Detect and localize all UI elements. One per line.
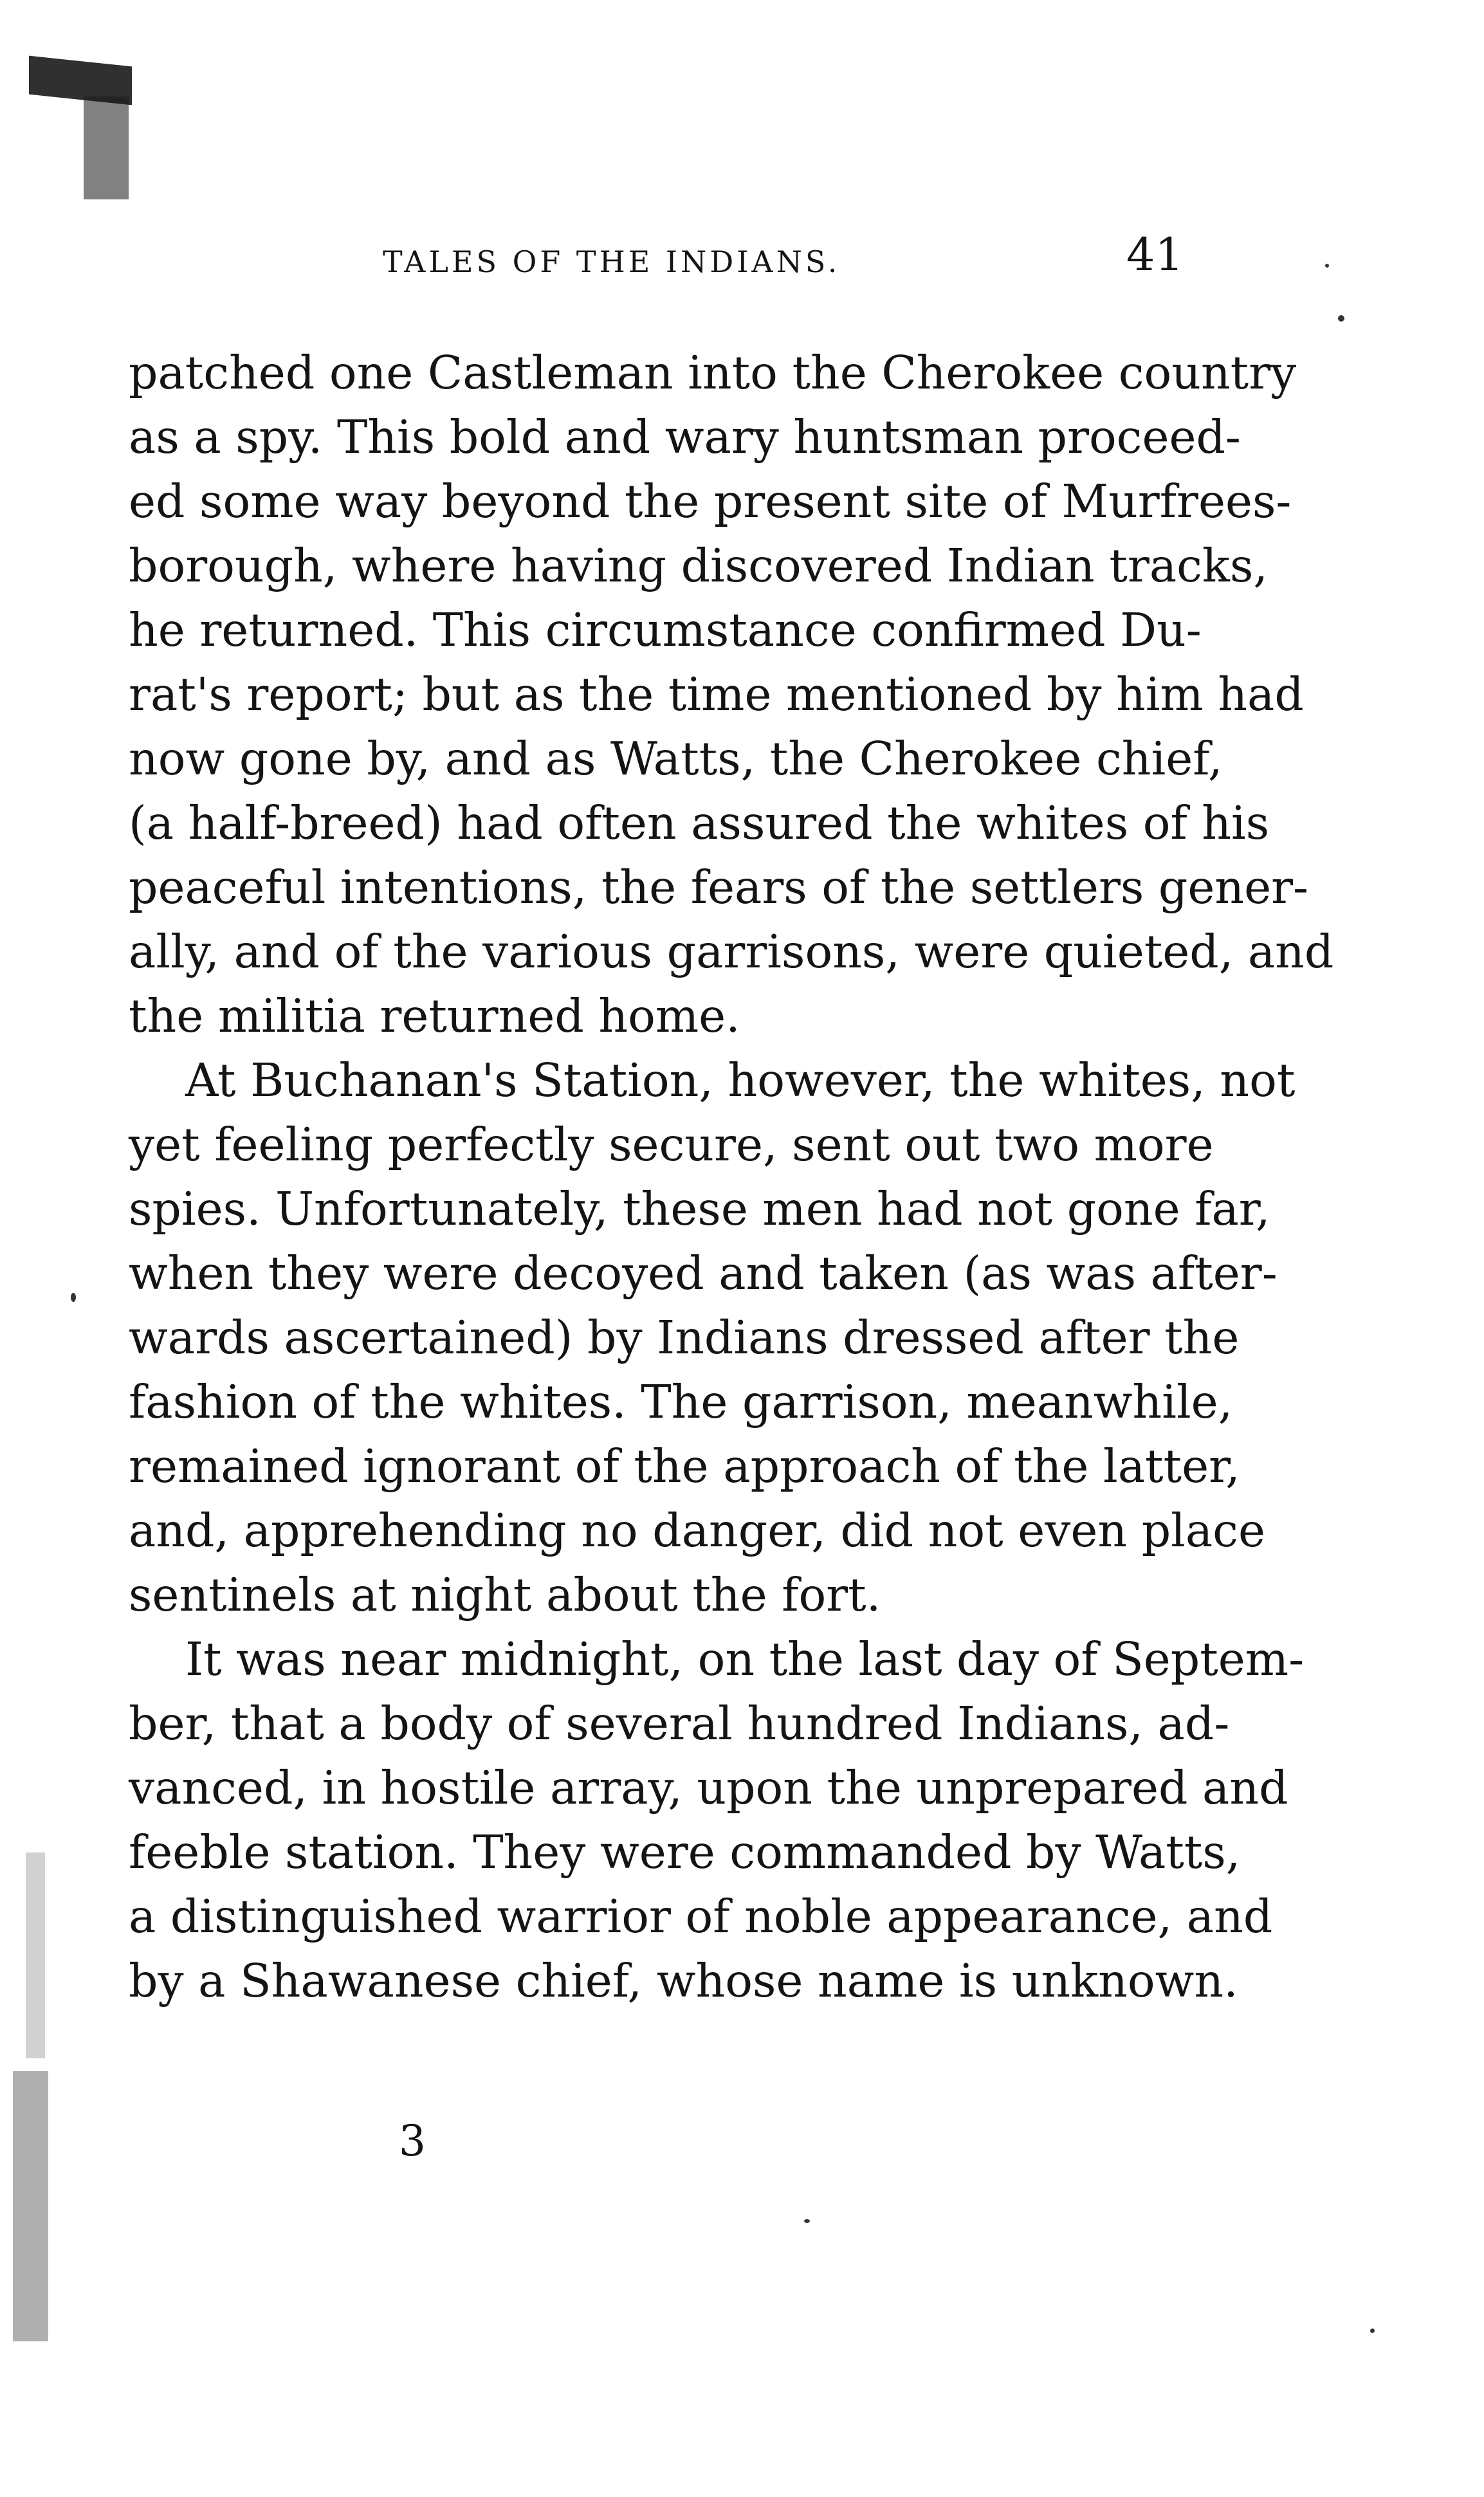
binding-shadow-bottom — [13, 2071, 48, 2341]
signature-mark: 3 — [399, 2116, 426, 2166]
text-line: spies. Unfortunately, these men had not gone far, — [129, 1182, 1270, 1236]
text-line: and, apprehending no danger, did not even place — [129, 1504, 1265, 1557]
page-header — [129, 228, 1184, 286]
text-line: remained ignorant of the approach of the latter, — [129, 1440, 1240, 1493]
text-line: At Buchanan's Station, however, the whites, not — [185, 1054, 1296, 1107]
text-line: wards ascertained) by Indians dressed after the — [129, 1311, 1240, 1364]
paragraph — [129, 1048, 1296, 1627]
text-line: yet feeling perfectly secure, sent out two more — [129, 1118, 1214, 1171]
text-line: as a spy. This bold and wary huntsman proceed- — [129, 410, 1241, 464]
text-line: borough, where having discovered Indian tracks, — [129, 539, 1268, 592]
text-line: now gone by, and as Watts, the Cherokee chief, — [129, 732, 1223, 785]
binding-shadow-bottom-2 — [26, 1852, 45, 2058]
paragraph — [129, 341, 1334, 1048]
text-line: he returned. This circumstance confirmed Du- — [129, 603, 1202, 657]
ink-speck — [1370, 2328, 1375, 2333]
text-line: rat's report; but as the time mentioned by him had — [129, 668, 1304, 721]
text-line: ally, and of the various garrisons, were quieted, and — [129, 925, 1334, 978]
running-head: TALES OF THE INDIANS. — [383, 244, 841, 279]
paragraph — [129, 1627, 1305, 2013]
text-line: feeble station. They were commanded by Watts, — [129, 1825, 1241, 1879]
text-line: sentinels at night about the fort. — [129, 1568, 881, 1622]
ink-speck — [1325, 264, 1329, 268]
ink-speck — [1338, 315, 1344, 322]
text-line: fashion of the whites. The garrison, meanwhile, — [129, 1375, 1233, 1429]
text-line: the militia returned home. — [129, 989, 740, 1043]
text-line: by a Shawanese chief, whose name is unknown. — [129, 1954, 1238, 2008]
text-line: peaceful intentions, the fears of the settlers gener- — [129, 861, 1309, 914]
page-number: 41 — [1126, 228, 1184, 281]
text-line: a distinguished warrior of noble appearance, and — [129, 1890, 1273, 1943]
text-line: (a half-breed) had often assured the whites of his — [129, 796, 1270, 850]
text-line: patched one Castleman into the Cherokee country — [129, 346, 1297, 399]
text-line: ber, that a body of several hundred Indians, ad- — [129, 1697, 1230, 1750]
text-line: vanced, in hostile array, upon the unprepared and — [129, 1761, 1288, 1815]
binding-shadow-top-2 — [84, 96, 129, 199]
ink-speck — [71, 1293, 76, 1302]
ink-speck — [804, 2219, 810, 2223]
text-line: ed some way beyond the present site of Murfrees- — [129, 475, 1292, 528]
text-line: It was near midnight, on the last day of Septem- — [185, 1633, 1305, 1686]
text-line: when they were decoyed and taken (as was after- — [129, 1247, 1278, 1300]
body-text — [129, 341, 1334, 2013]
